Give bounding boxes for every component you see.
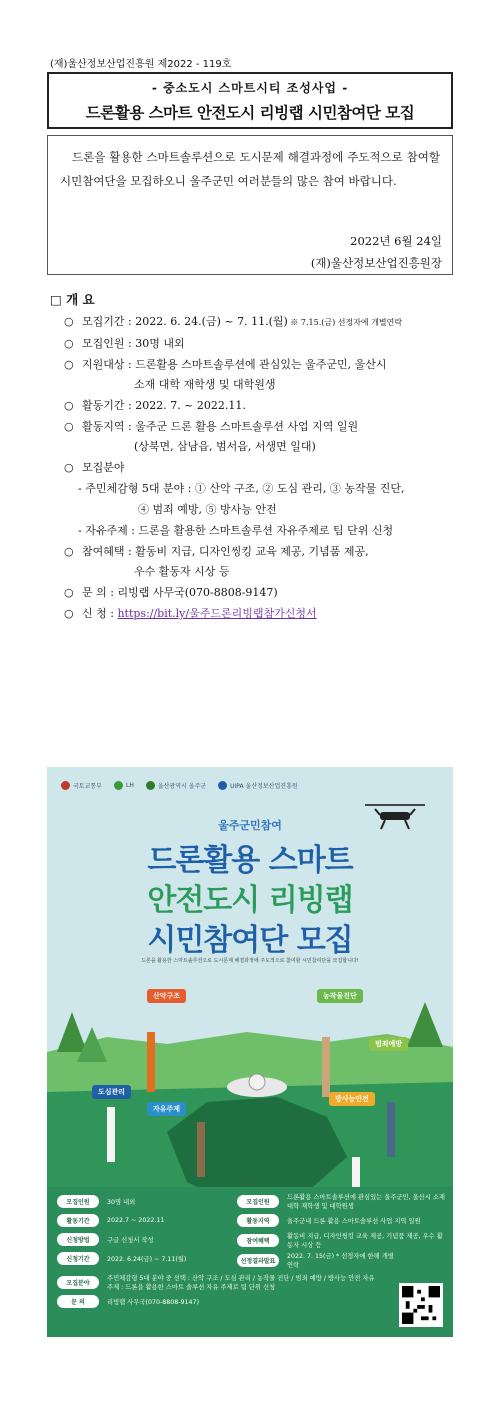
field-item: - 주민체감형 5대 분야 : ① 산악 구조, ② 도심 관리, ③ 농작물 진단, ④ 범죄 예방, ⑤ 방사능 안전 — [78, 482, 405, 516]
eligibility-cont: 소재 대학 재학생 및 대학원생 — [134, 378, 276, 391]
apply-link[interactable]: https://bit.ly/울주드론리빙랩참가신청서 — [117, 607, 317, 620]
notice-org: (재)울산정보산업진흥원장 — [310, 256, 442, 270]
list-item: ○ 지원대상 : 드론활용 스마트솔루션에 관심있는 울주군민, 울산시 — [50, 354, 460, 375]
list-item: ○ 모집인원 : 30명 내외 — [50, 333, 460, 354]
recruit-count: 모집인원 : 30명 내외 — [82, 337, 185, 350]
notice-body: 드론을 활용한 스마트솔루션으로 도시문제 해결과정에 주도적으로 참여할 시민참여단을 모집하오니 울주군민 여러분들의 많은 참여 바랍니다. — [60, 150, 440, 188]
info-row: 모집분야 주민체감형 5대 분야 중 선택 : 산악 구조 / 도심 관리 / 농작물 진단 / 범죄 예방 / 방사능 안전 자유주제 : 드론을 활용한 스마트 솔루션 자유 주제로 팀 단위 신청 — [57, 1273, 377, 1291]
logo-row — [61, 781, 439, 790]
logo-uipa: UIPA 울산정보산업진흥원 — [218, 781, 298, 790]
poster-tagline: 드론을 활용한 스마트솔루션으로 도시문제 해결과정에 주도적으로 참여할 시민참여단을 모집합니다! — [141, 958, 359, 964]
title-box — [47, 72, 453, 129]
contact: 문 의 : 리빙랩 사무국(070-8808-9147) — [82, 586, 278, 599]
info-row: 활동기간 2022.7 ~ 2022.11 — [57, 1214, 237, 1227]
info-row: 참여혜택 활동비 지급, 디자인씽킹 교육 제공, 기념품 제공, 우수 활동자 시상 등 — [237, 1231, 447, 1249]
list-item: ○ 신 청 : https://bit.ly/울주드론리빙랩참가신청서 — [64, 607, 317, 620]
poster-info — [47, 1187, 453, 1337]
page-title: 드론활용 스마트 안전도시 리빙랩 시민참여단 모집 — [85, 104, 415, 122]
poster-title-line3: 시민참여단 모집 — [147, 923, 353, 958]
logo-lh: LH — [114, 781, 134, 790]
poster-title-line2: 안전도시 리빙랩 — [147, 883, 353, 918]
benefits-cont: 우수 활동자 시상 등 — [134, 565, 230, 578]
activity-period: 활동기간 : 2022. 7. ~ 2022.11. — [82, 399, 246, 412]
logo-ulju: 울산광역시 울주군 — [146, 781, 206, 790]
label-crime-prevention: 범죄예방 — [369, 1037, 408, 1051]
document-number: (재)울산정보산업진흥원 제2022 - 119호 — [50, 59, 232, 70]
notice-box — [47, 135, 453, 275]
list-item: ○ 참여혜택 : 활동비 지급, 디자인씽킹 교육 제공, 기념품 제공, — [50, 541, 460, 562]
poster — [47, 767, 453, 1337]
list-item: ○ 활동지역 : 울주군 드론 활용 스마트솔루션 사업 지역 일원 — [50, 416, 460, 437]
apply-label: 신 청 : — [82, 607, 118, 620]
list-item: ○ 문 의 : 리빙랩 사무국(070-8808-9147) — [50, 582, 460, 603]
recruit-period: 모집기간 : 2022. 6. 24.(금) ~ 7. 11.(월) — [82, 315, 288, 328]
overview-heading: □ 개 요 — [50, 292, 95, 307]
info-row: 모집인원 드론활용 스마트솔루션에 관심있는 울주군민, 울산시 소재 대학 재학생 및 대학원생 — [237, 1192, 447, 1210]
poster-kicker: 울주군민참여 — [218, 819, 282, 832]
notice-date: 2022년 6월 24일 — [350, 234, 442, 248]
info-row: 모집인원 30명 내외 — [57, 1195, 237, 1208]
list-item: ○ 활동기간 : 2022. 7. ~ 2022.11. — [50, 395, 460, 416]
info-row: 활동지역 울주군내 드론 활용 스마트솔루션 사업 지역 일원 — [237, 1214, 447, 1227]
info-row: 신청기간 2022. 6.24(금) ~ 7.11(월) — [57, 1252, 237, 1265]
overview-section — [50, 290, 460, 624]
activity-area: 활동지역 : 울주군 드론 활용 스마트솔루션 사업 지역 일원 — [82, 420, 359, 433]
label-radiation-safety: 방사능안전 — [329, 1092, 375, 1106]
list-item: ○ 모집분야 — [50, 457, 460, 478]
eligibility: 지원대상 : 드론활용 스마트솔루션에 관심있는 울주군민, 울산시 — [82, 358, 387, 371]
activity-area-cont: (상북면, 삼남읍, 범서읍, 서생면 일대) — [134, 440, 316, 453]
label-free-topic: 자유주제 — [147, 1102, 186, 1116]
info-row: 신청방법 구글 신청서 작성 — [57, 1233, 237, 1246]
qr-code-icon[interactable] — [399, 1283, 443, 1327]
info-row: 문 의 리빙랩 사무국(070-8808-9147) — [57, 1295, 377, 1308]
label-mountain-rescue: 산악구조 — [147, 989, 186, 1003]
info-row: 선정결과발표 2022. 7. 15(금) * 선정자에 한해 개별 연락 — [237, 1251, 397, 1269]
title-subtitle: - 중소도시 스마트시티 조성사업 - — [151, 81, 349, 95]
benefits: 참여혜택 : 활동비 지급, 디자인씽킹 교육 제공, 기념품 제공, — [82, 545, 369, 558]
recruit-fields: 모집분야 — [82, 461, 125, 474]
list-item: ○ 모집기간 : 2022. 6. 24.(금) ~ 7. 11.(월) ※ 7.15.(금) 선정자에 개별연락 — [64, 315, 403, 328]
recruit-note: ※ 7.15.(금) 선정자에 개별연락 — [287, 318, 403, 327]
label-urban-management: 도심관리 — [92, 1085, 131, 1099]
field-item: - 자유주제 : 드론을 활용한 스마트솔루션 자유주제로 팀 단위 신청 — [78, 524, 394, 537]
poster-title-line1: 드론활용 스마트 — [147, 843, 353, 878]
logo-molit: 국토교통부 — [61, 781, 102, 790]
label-crop-diagnosis: 농작물진단 — [317, 989, 363, 1003]
